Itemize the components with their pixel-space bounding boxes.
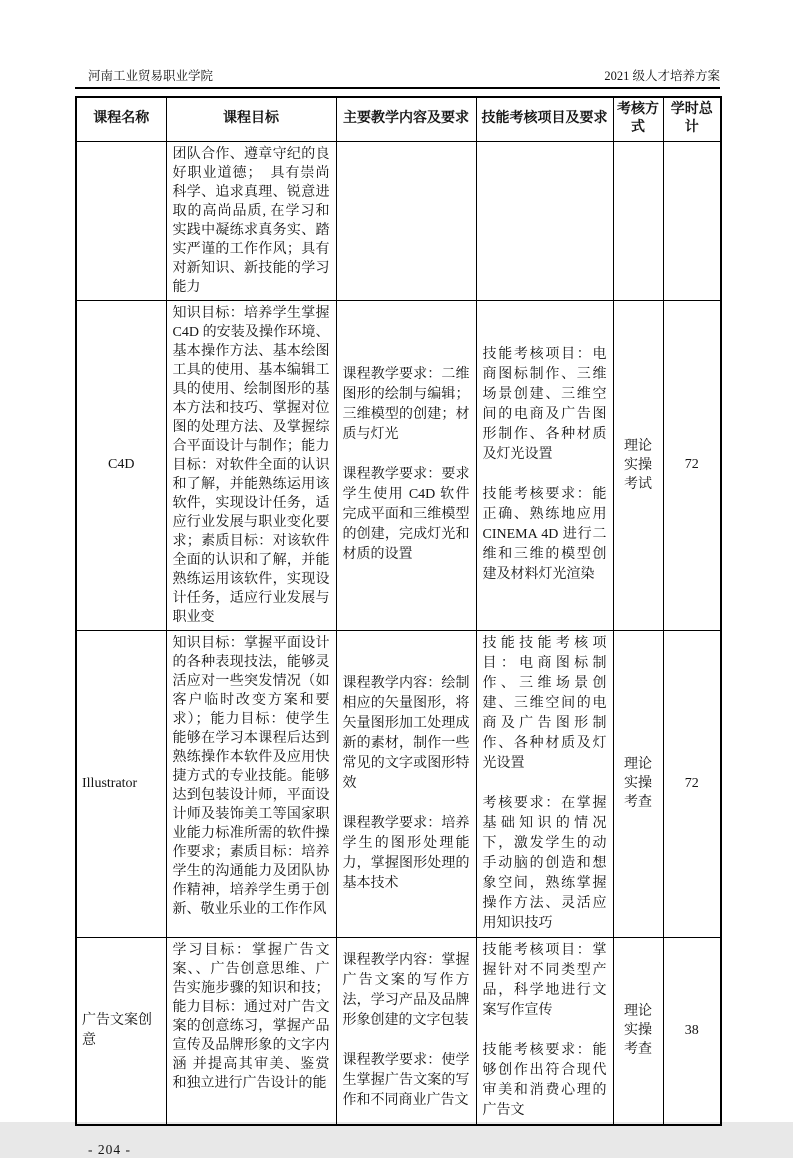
skill-assessment-paragraph: 技能考核项目：电商图标制作、三维场景创建、三维空间的电商及广告图形制作、各种材质及灯光设置 — [482, 347, 607, 462]
total-hours-cell: 72 — [663, 300, 721, 630]
skill-assessment-paragraph: 技能考核要求：能正确、熟练地应用 CINEMA 4D 进行二维和三维的模型创建及材料灯光渲染 — [482, 487, 607, 582]
skill-assessment-cell — [476, 300, 613, 630]
total-hours-cell: 38 — [663, 937, 721, 1125]
assessment-method-cell — [613, 141, 663, 300]
teaching-content-cell — [336, 300, 476, 630]
col-header-objectives: 课程目标 — [166, 97, 336, 141]
page-header — [75, 68, 720, 87]
header-divider — [75, 87, 720, 89]
teaching-content-paragraph: 课程教学内容：绘制相应的矢量图形，将矢量图形加工处理成新的素材，制作一些常见的文字或图形特效 — [342, 675, 470, 791]
assessment-method-line: 实操 — [624, 776, 652, 791]
skill-assessment-cell — [476, 937, 613, 1125]
teaching-content-cell — [336, 141, 476, 300]
skill-assessment-cell — [476, 630, 613, 937]
objectives-text: 知识目标：掌握平面设计的各种表现技法，能够灵活应对一些突发情况（如客户临时改变方案和要求）；能力目标：使学生能够在学习本课程后达到熟练操作本软件及应用快捷方式的专业技能。能够达到包装设计师，平面设计师及装饰美工等国家职业能力标准所需的软件操作要求；素质目标：培养学生的沟通能力及团队协作精神，培养学生勇于创新、敬业乐业的工作作风 — [172, 635, 330, 917]
course-table — [75, 96, 722, 1126]
assessment-method-line: 考查 — [624, 1042, 652, 1057]
assessment-method-line: 考试 — [624, 476, 652, 492]
assessment-method-line: 考查 — [624, 795, 652, 810]
objectives-text: 团队合作、遵章守纪的良好职业道德； 具有崇尚科学、追求真理、锐意进取的高尚品质, 在学习和实践中凝练求真务实、踏实严谨的工作作风；具有对新知识、新技能的学习能力 — [172, 146, 330, 295]
objectives-text: 学习目标：掌握广告文案、、广告创意思维、广告实施步骤的知识和技；能力目标：通过对广告文案的创意练习，掌握产品宣传及品牌形象的文字内涵 并提高其审美、鉴赏和独立进行广告设计的能 — [172, 942, 330, 1091]
teaching-content-paragraph: 课程教学要求：培养学生的图形处理能力，掌握图形处理的基本技术 — [342, 815, 470, 891]
table-row-ad-copywriting — [76, 937, 721, 1125]
course-name-cell: 广告文案创意 — [76, 937, 166, 1125]
total-hours-cell — [663, 141, 721, 300]
table-row-illustrator — [76, 630, 721, 937]
skill-assessment-paragraph: 技能技能考核项目：电商图标制作、三维场景创建、三维空间的电商及广告图形制作、各种材质及灯光设置 — [482, 635, 607, 771]
objectives-cell — [166, 630, 336, 937]
objectives-text: 知识目标：培养学生掌握 C4D 的安装及操作环境、基本操作方法、基本绘图工具的使用、基本编辑工具的使用、绘制图形的基本方法和技巧、掌握对位图的处理方法、及掌握综合平面设计与制作；能力目标：对软件全面的认识和了解，并能熟练运用该软件，实现设计任务，适应行业发展与职业变化要求；素质目标：对该软件全面的认识和了解，并能熟练运用该软件，实现设计任务，适应行业发展与职业变 — [172, 305, 330, 625]
course-name-cell: C4D — [76, 300, 166, 630]
header-school-name: 河南工业贸易职业学院 — [88, 69, 214, 83]
teaching-content-paragraph: 课程教学内容：掌握广告文案的写作方法，学习产品及品牌形象创建的文字包装 — [342, 952, 470, 1028]
course-name-cell — [76, 141, 166, 300]
skill-assessment-paragraph: 技能考核要求：能够创作出符合现代审美和消费心理的广告文 — [482, 1042, 607, 1118]
skill-assessment-cell — [476, 141, 613, 300]
teaching-content-paragraph: 课程教学要求：使学生掌握广告文案的写作和不同商业广告文 — [342, 1052, 470, 1108]
skill-assessment-paragraph: 技能考核项目：掌握针对不同类型产品，科学地进行文案写作宣传 — [482, 942, 607, 1018]
objectives-cell — [166, 300, 336, 630]
total-hours-cell: 72 — [663, 630, 721, 937]
col-header-skill-assessment: 技能考核项目及要求 — [476, 97, 613, 141]
assessment-method-cell — [613, 300, 663, 630]
teaching-content-paragraph: 课程教学要求：要求学生使用 C4D 软件完成平面和三维模型的创建，完成灯光和材质的设置 — [342, 467, 470, 562]
assessment-method-line: 实操 — [624, 457, 652, 473]
assessment-method-cell — [613, 937, 663, 1125]
skill-assessment-paragraph: 考核要求：在掌握基础知识的情况下，激发学生的动手动脑的创造和想象空间，熟练掌握操作方法、灵活应用知识技巧 — [482, 795, 607, 931]
col-header-teaching-content: 主要教学内容及要求 — [336, 97, 476, 141]
table-row-continuation — [76, 141, 721, 300]
assessment-method-cell — [613, 630, 663, 937]
header-plan-title: 2021 级人才培养方案 — [604, 69, 720, 83]
assessment-method-line: 理论 — [624, 757, 652, 772]
assessment-method-line: 理论 — [624, 438, 652, 454]
teaching-content-cell — [336, 937, 476, 1125]
table-header-row — [76, 97, 721, 141]
course-name-cell: Illustrator — [76, 630, 166, 937]
objectives-cell — [166, 937, 336, 1125]
assessment-method-line: 理论 — [624, 1004, 652, 1019]
col-header-course-name: 课程名称 — [76, 97, 166, 141]
teaching-content-cell — [336, 630, 476, 937]
objectives-cell — [166, 141, 336, 300]
teaching-content-paragraph: 课程教学要求：二维图形的绘制与编辑；三维模型的创建；材质与灯光 — [342, 367, 470, 442]
page-number: - 204 - — [88, 1141, 131, 1157]
col-header-assessment-method: 考核方式 — [613, 97, 663, 141]
col-header-total-hours: 学时总计 — [663, 97, 721, 141]
table-row-c4d — [76, 300, 721, 630]
assessment-method-line: 实操 — [624, 1023, 652, 1038]
